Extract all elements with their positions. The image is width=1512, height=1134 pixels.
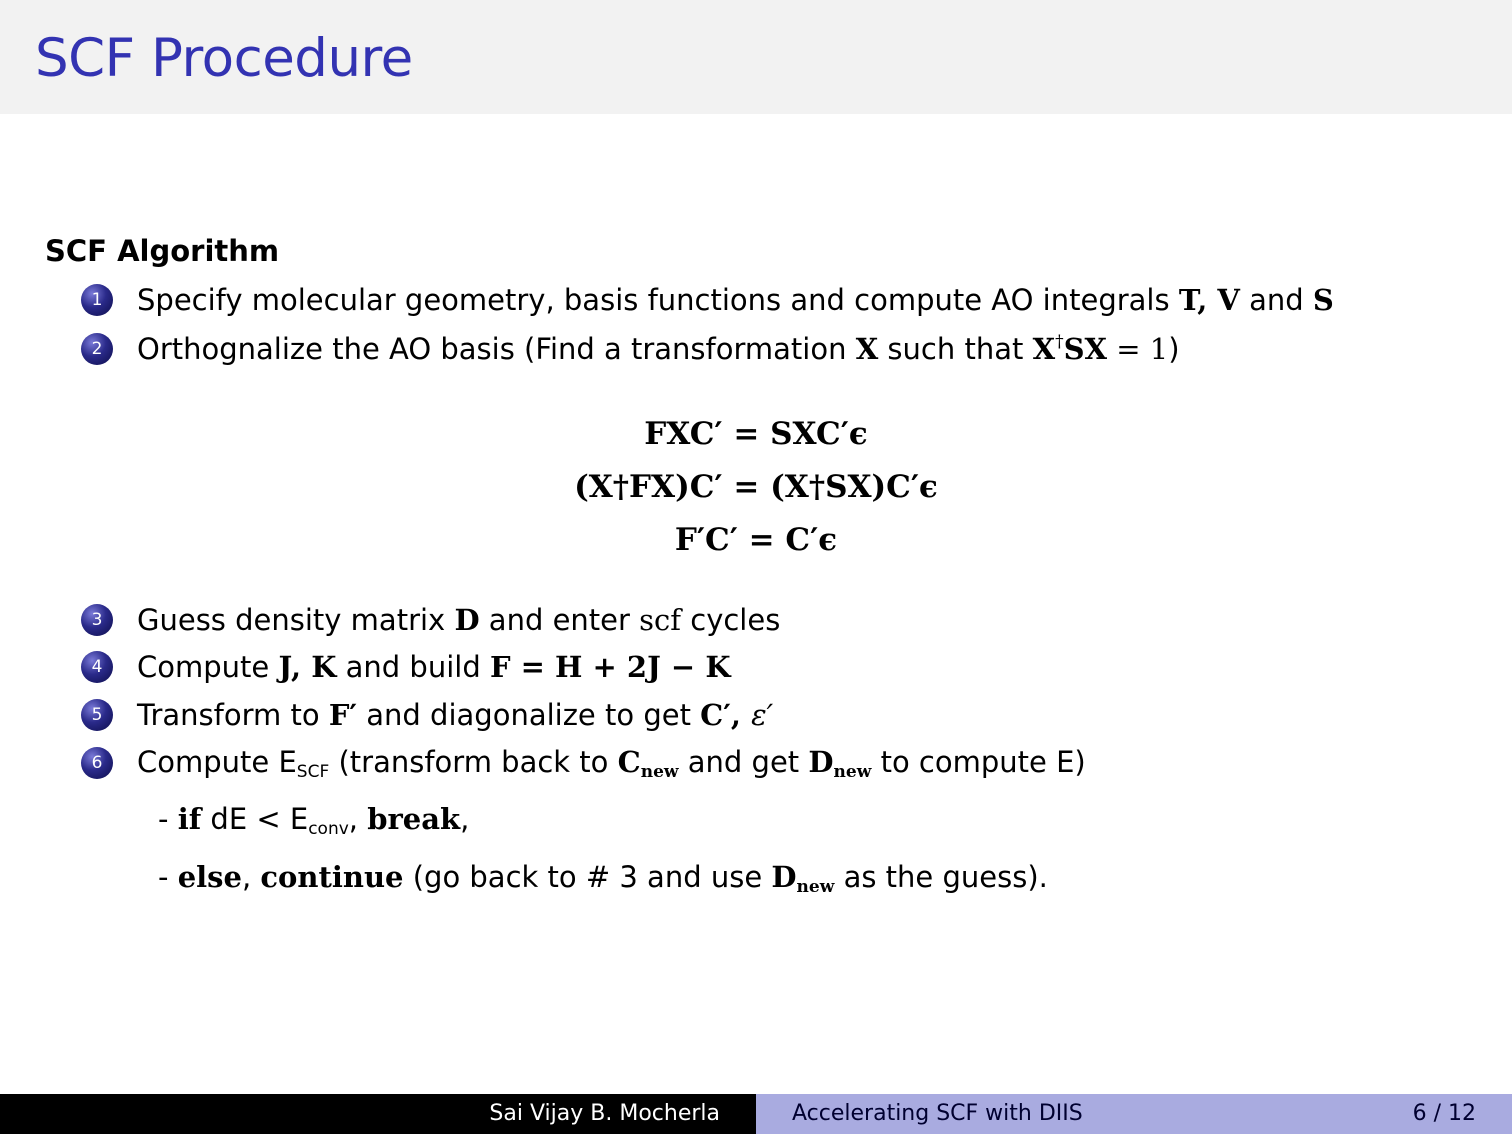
step-3	[81, 600, 780, 640]
equation-2: (X†FX)C′ = (X†SX)C′ϵ	[574, 469, 938, 505]
header-bar	[0, 0, 1512, 114]
footer-author: Sai Vijay B. Mocherla	[489, 1101, 720, 1126]
step-text: Specify molecular geometry, basis functions and compute AO integrals T, V and S	[137, 283, 1334, 317]
step-text: Transform to F′ and diagonalize to get C′, ε′	[137, 698, 774, 732]
footer-right-panel	[756, 1094, 1512, 1134]
equation-3: F′C′ = C′ϵ	[674, 522, 838, 558]
step-text: Orthognalize the AO basis (Find a transformation X such that X†SX = 1)	[137, 332, 1180, 366]
slide-title: SCF Procedure	[35, 28, 413, 89]
footer-left-panel	[0, 1094, 756, 1134]
equation-1: FXC′ = SXC′ϵ	[644, 416, 868, 452]
step-number-badge: 5	[81, 699, 113, 731]
block-title: SCF Algorithm	[45, 234, 280, 268]
step-2	[81, 329, 1180, 369]
step-number-badge: 4	[81, 651, 113, 683]
page-number: 6 / 12	[1412, 1101, 1476, 1126]
step-text: Compute $E_{SCF}$ (transform back to $C_{new}$ and get $D_{new}$ to compute E)	[137, 744, 1086, 782]
step-number-badge: 2	[81, 333, 113, 365]
step-1	[81, 280, 1334, 320]
if-condition-line: - if dE < $E_{conv}$, break,	[158, 802, 470, 839]
step-4	[81, 647, 731, 687]
step-number-badge: 6	[81, 747, 113, 779]
step-6	[81, 743, 1086, 783]
else-condition-line: - else, continue (go back to # 3 and use $D_{new}$ as the guess).	[158, 860, 1048, 897]
equation-block	[0, 412, 1512, 571]
footer-short-title: Accelerating SCF with DIIS	[792, 1101, 1083, 1126]
step-text: Compute J, K and build F = H + 2J − K	[137, 650, 731, 684]
step-number-badge: 1	[81, 284, 113, 316]
step-5	[81, 695, 773, 735]
footer-bar	[0, 1094, 1512, 1134]
step-text: Guess density matrix D and enter scf cycles	[137, 603, 781, 637]
step-number-badge: 3	[81, 604, 113, 636]
